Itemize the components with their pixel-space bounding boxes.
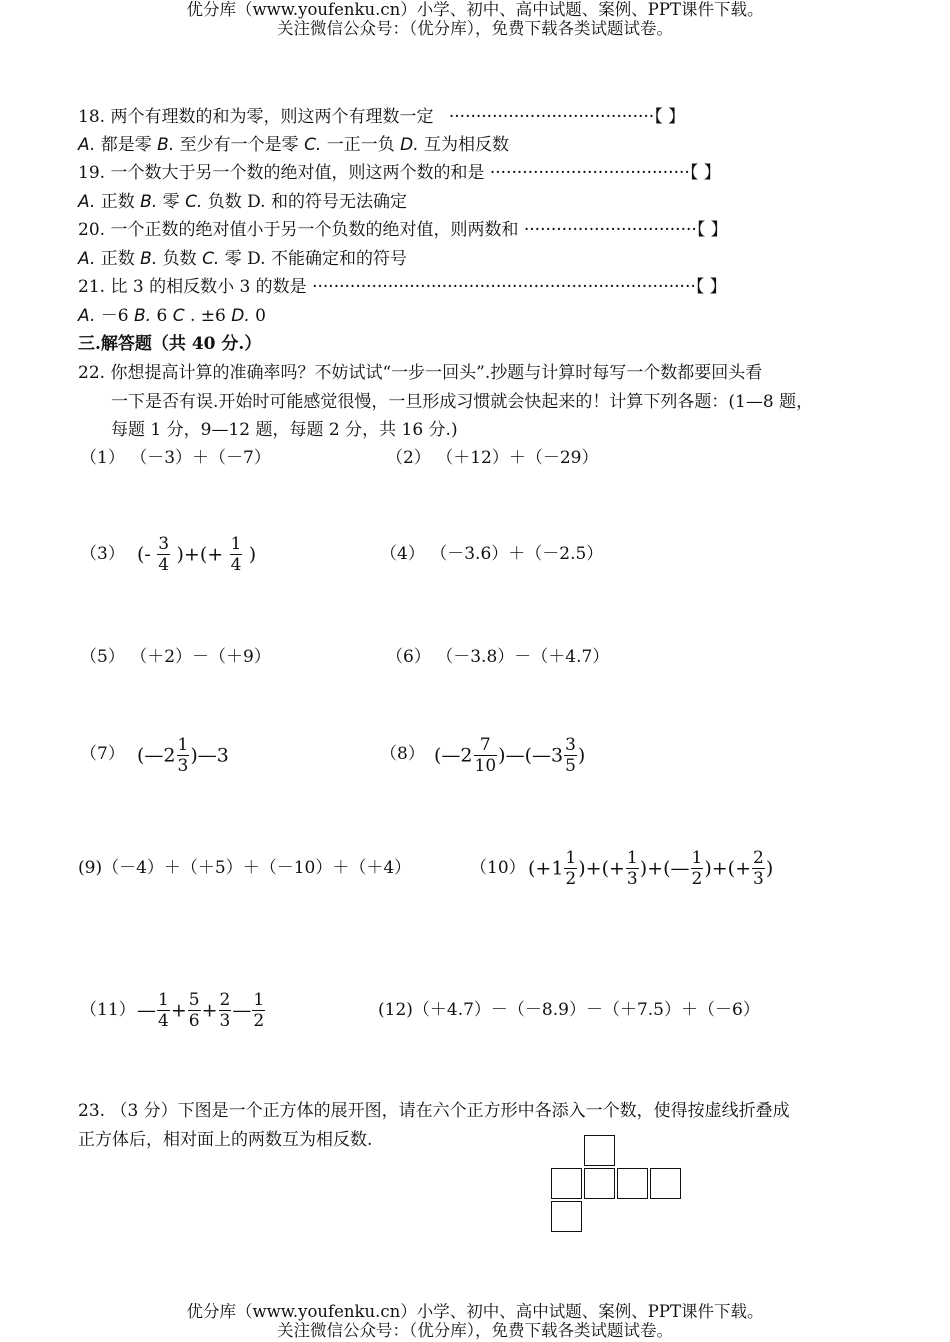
- fraction: [691, 848, 704, 889]
- fraction: [157, 534, 170, 575]
- option-c-letter: C.: [185, 192, 203, 212]
- net-square-top: [584, 1135, 615, 1166]
- option-b-letter: B.: [157, 135, 175, 155]
- fraction: [626, 848, 639, 889]
- option-d-letter: D.: [400, 135, 419, 155]
- option-d-letter: D.: [231, 306, 250, 326]
- section-3-title: 三.解答题（共 40 分.）: [78, 334, 262, 354]
- problem-10-label: （10）: [470, 858, 526, 878]
- numerator: 1: [230, 534, 242, 554]
- question-19: [78, 161, 721, 185]
- numerator: 1: [691, 848, 703, 868]
- problem-7-label: （7）: [80, 744, 125, 764]
- fraction: [230, 534, 243, 575]
- question-18: [78, 105, 685, 129]
- net-square-row-3: [617, 1168, 648, 1199]
- paren-text: ): [765, 857, 774, 880]
- option-d-letter: D.: [247, 192, 266, 212]
- numerator: 1: [177, 735, 189, 755]
- question-18-options: [78, 133, 509, 157]
- option-a-letter: A.: [78, 249, 96, 269]
- question-23-line-2: 正方体后，相对面上的两数互为相反数.: [78, 1130, 373, 1150]
- paren-text: )—(—3: [498, 744, 564, 767]
- paren-text: )—3: [190, 744, 229, 767]
- question-19-bracket: 【 】: [689, 163, 721, 183]
- question-22-line-2: 一下是否有误.开始时可能感觉很慢，一旦形成习惯就会快起来的！计算下列各题：(1—8 题，: [111, 392, 814, 412]
- question-18-bracket: 【 】: [654, 107, 686, 127]
- question-20-dots: ································: [523, 220, 697, 240]
- paren-text: (—2: [137, 744, 176, 767]
- sign: —: [137, 999, 156, 1022]
- sign: +: [201, 999, 218, 1022]
- option-c-text: 零: [219, 249, 248, 269]
- denominator: 2: [691, 869, 703, 889]
- option-a-text: －6: [95, 306, 134, 326]
- numerator: 1: [253, 990, 265, 1010]
- option-b-text: 零: [157, 192, 186, 212]
- problem-10-expression: [528, 848, 773, 889]
- option-a-letter: A.: [78, 135, 96, 155]
- paren-text: ): [248, 543, 257, 566]
- problem-3-label: （3）: [80, 544, 125, 564]
- question-20: [78, 218, 728, 242]
- fraction: [188, 990, 201, 1031]
- option-a-text: 正数: [95, 192, 141, 212]
- paren-text: )+(+: [176, 543, 224, 566]
- question-18-dots: ······································: [448, 107, 655, 127]
- paren-text: (-: [137, 543, 151, 566]
- denominator: 3: [753, 869, 764, 889]
- fraction: [157, 990, 170, 1031]
- question-21-bracket: 【 】: [695, 277, 727, 297]
- question-20-bracket: 【 】: [696, 220, 728, 240]
- header-line-1: 优分库（www.youfenku.cn）小学、初中、高中试题、案例、PPT课件下载。: [186, 0, 764, 19]
- question-19-dots: ·····································: [489, 163, 690, 183]
- question-18-stem: 18. 两个有理数的和为零，则这两个有理数一定: [78, 107, 434, 127]
- option-c-text: . ±6: [184, 306, 232, 326]
- option-c-text: 一正一负: [321, 135, 401, 155]
- fraction: [219, 990, 232, 1031]
- fraction: [252, 990, 265, 1031]
- problem-12: (12)（＋4.7）－（－8.9）－（＋7.5）＋（－6）: [378, 1000, 760, 1020]
- paren-text: (—2: [434, 744, 473, 767]
- footer-line-1: 优分库（www.youfenku.cn）小学、初中、高中试题、案例、PPT课件下载。: [186, 1302, 764, 1321]
- denominator: 2: [565, 869, 577, 889]
- numerator: 3: [565, 735, 576, 755]
- denominator: 2: [253, 1011, 265, 1031]
- question-20-options: [78, 247, 407, 271]
- question-22-line-3: 每题 1 分，9—12 题，每题 2 分，共 16 分.): [111, 420, 458, 440]
- problem-2: （2） （＋12）＋（－29）: [386, 448, 599, 468]
- fraction: [564, 848, 577, 889]
- paren-text: (+1: [528, 857, 564, 880]
- sign: —: [232, 999, 252, 1022]
- denominator: 4: [158, 1011, 169, 1031]
- option-a-text: 都是零: [95, 135, 158, 155]
- fraction: [752, 848, 765, 889]
- option-b-text: 至少有一个是零: [174, 135, 305, 155]
- problem-4: （4） （－3.6）＋（－2.5）: [380, 544, 604, 564]
- numerator: 2: [219, 990, 231, 1010]
- cube-net-diagram: [551, 1135, 685, 1235]
- option-b-text: 6: [151, 306, 173, 326]
- denominator: 6: [188, 1011, 200, 1031]
- numerator: 5: [188, 990, 200, 1010]
- problem-5: （5） （＋2）－（＋9）: [80, 647, 271, 667]
- fraction: [177, 735, 190, 776]
- question-21-options: [78, 304, 266, 328]
- denominator: 3: [219, 1011, 231, 1031]
- numerator: 3: [158, 534, 170, 554]
- problem-1: （1） （－3）＋（－7）: [80, 448, 271, 468]
- header-line-2: 关注微信公众号：（优分库），免费下载各类试题试卷。: [277, 19, 673, 38]
- option-d-letter: D.: [247, 249, 266, 269]
- fraction: [564, 735, 577, 776]
- problem-3-expression: [137, 534, 256, 575]
- net-square-row-1: [551, 1168, 582, 1199]
- option-d-text: 和的符号无法确定: [265, 192, 407, 212]
- denominator: 4: [230, 555, 242, 575]
- numerator: 2: [753, 848, 764, 868]
- denominator: 4: [158, 555, 170, 575]
- option-b-text: 负数: [157, 249, 203, 269]
- paren-text: )+(—: [639, 857, 690, 880]
- problem-11-label: （11）: [80, 1000, 136, 1020]
- fraction: [474, 735, 498, 776]
- net-square-bottom: [551, 1201, 582, 1232]
- question-21-dots: ·······································································: [312, 277, 696, 297]
- question-19-stem: 19. 一个数大于另一个数的绝对值，则这两个数的和是: [78, 163, 485, 183]
- option-d-text: 互为相反数: [418, 135, 510, 155]
- denominator: 5: [565, 756, 576, 776]
- numerator: 7: [474, 735, 498, 756]
- question-23-line-1: 23. （3 分）下图是一个正方体的展开图，请在六个正方形中各添入一个数，使得按虚线折叠成: [78, 1101, 790, 1121]
- problem-7-expression: [137, 735, 229, 776]
- question-21-stem: 21. 比 3 的相反数小 3 的数是: [78, 277, 307, 297]
- net-square-row-2: [584, 1168, 615, 1199]
- question-22-line-1: 22. 你想提高计算的准确率吗？不妨试试“一步一回头”.抄题与计算时每写一个数都要回头看: [78, 363, 763, 383]
- option-d-text: 0: [249, 306, 266, 326]
- question-20-stem: 20. 一个正数的绝对值小于另一个负数的绝对值，则两数和: [78, 220, 519, 240]
- footer-line-2: 关注微信公众号：（优分库），免费下载各类试题试卷。: [277, 1321, 673, 1340]
- option-c-letter: C: [172, 306, 185, 326]
- option-b-letter: B.: [133, 306, 152, 326]
- option-b-letter: B.: [140, 249, 158, 269]
- numerator: 1: [626, 848, 638, 868]
- problem-8-label: （8）: [380, 744, 425, 764]
- option-c-letter: C.: [202, 249, 220, 269]
- problem-11-expression: [137, 990, 266, 1031]
- denominator: 3: [177, 756, 189, 776]
- question-21: [78, 275, 727, 299]
- option-c-letter: C.: [304, 135, 322, 155]
- net-square-row-4: [650, 1168, 681, 1199]
- denominator: 3: [626, 869, 638, 889]
- paren-text: ): [577, 744, 586, 767]
- option-a-letter: A.: [78, 192, 96, 212]
- paren-text: )+(+: [578, 857, 625, 880]
- denominator: 10: [474, 756, 497, 776]
- option-b-letter: B.: [140, 192, 158, 212]
- option-a-text: 正数: [95, 249, 141, 269]
- question-19-options: [78, 190, 407, 214]
- sign: +: [170, 999, 187, 1022]
- option-d-text: 不能确定和的符号: [265, 249, 407, 269]
- problem-6: （6） （－3.8）－（＋4.7）: [386, 647, 610, 667]
- numerator: 1: [565, 848, 577, 868]
- problem-8-expression: [434, 735, 585, 776]
- option-a-letter: A.: [78, 306, 96, 326]
- numerator: 1: [158, 990, 169, 1010]
- problem-9: (9)（－4）＋（＋5）＋（－10）＋（＋4）: [78, 858, 412, 878]
- paren-text: )+(+: [704, 857, 751, 880]
- option-c-text: 负数: [202, 192, 248, 212]
